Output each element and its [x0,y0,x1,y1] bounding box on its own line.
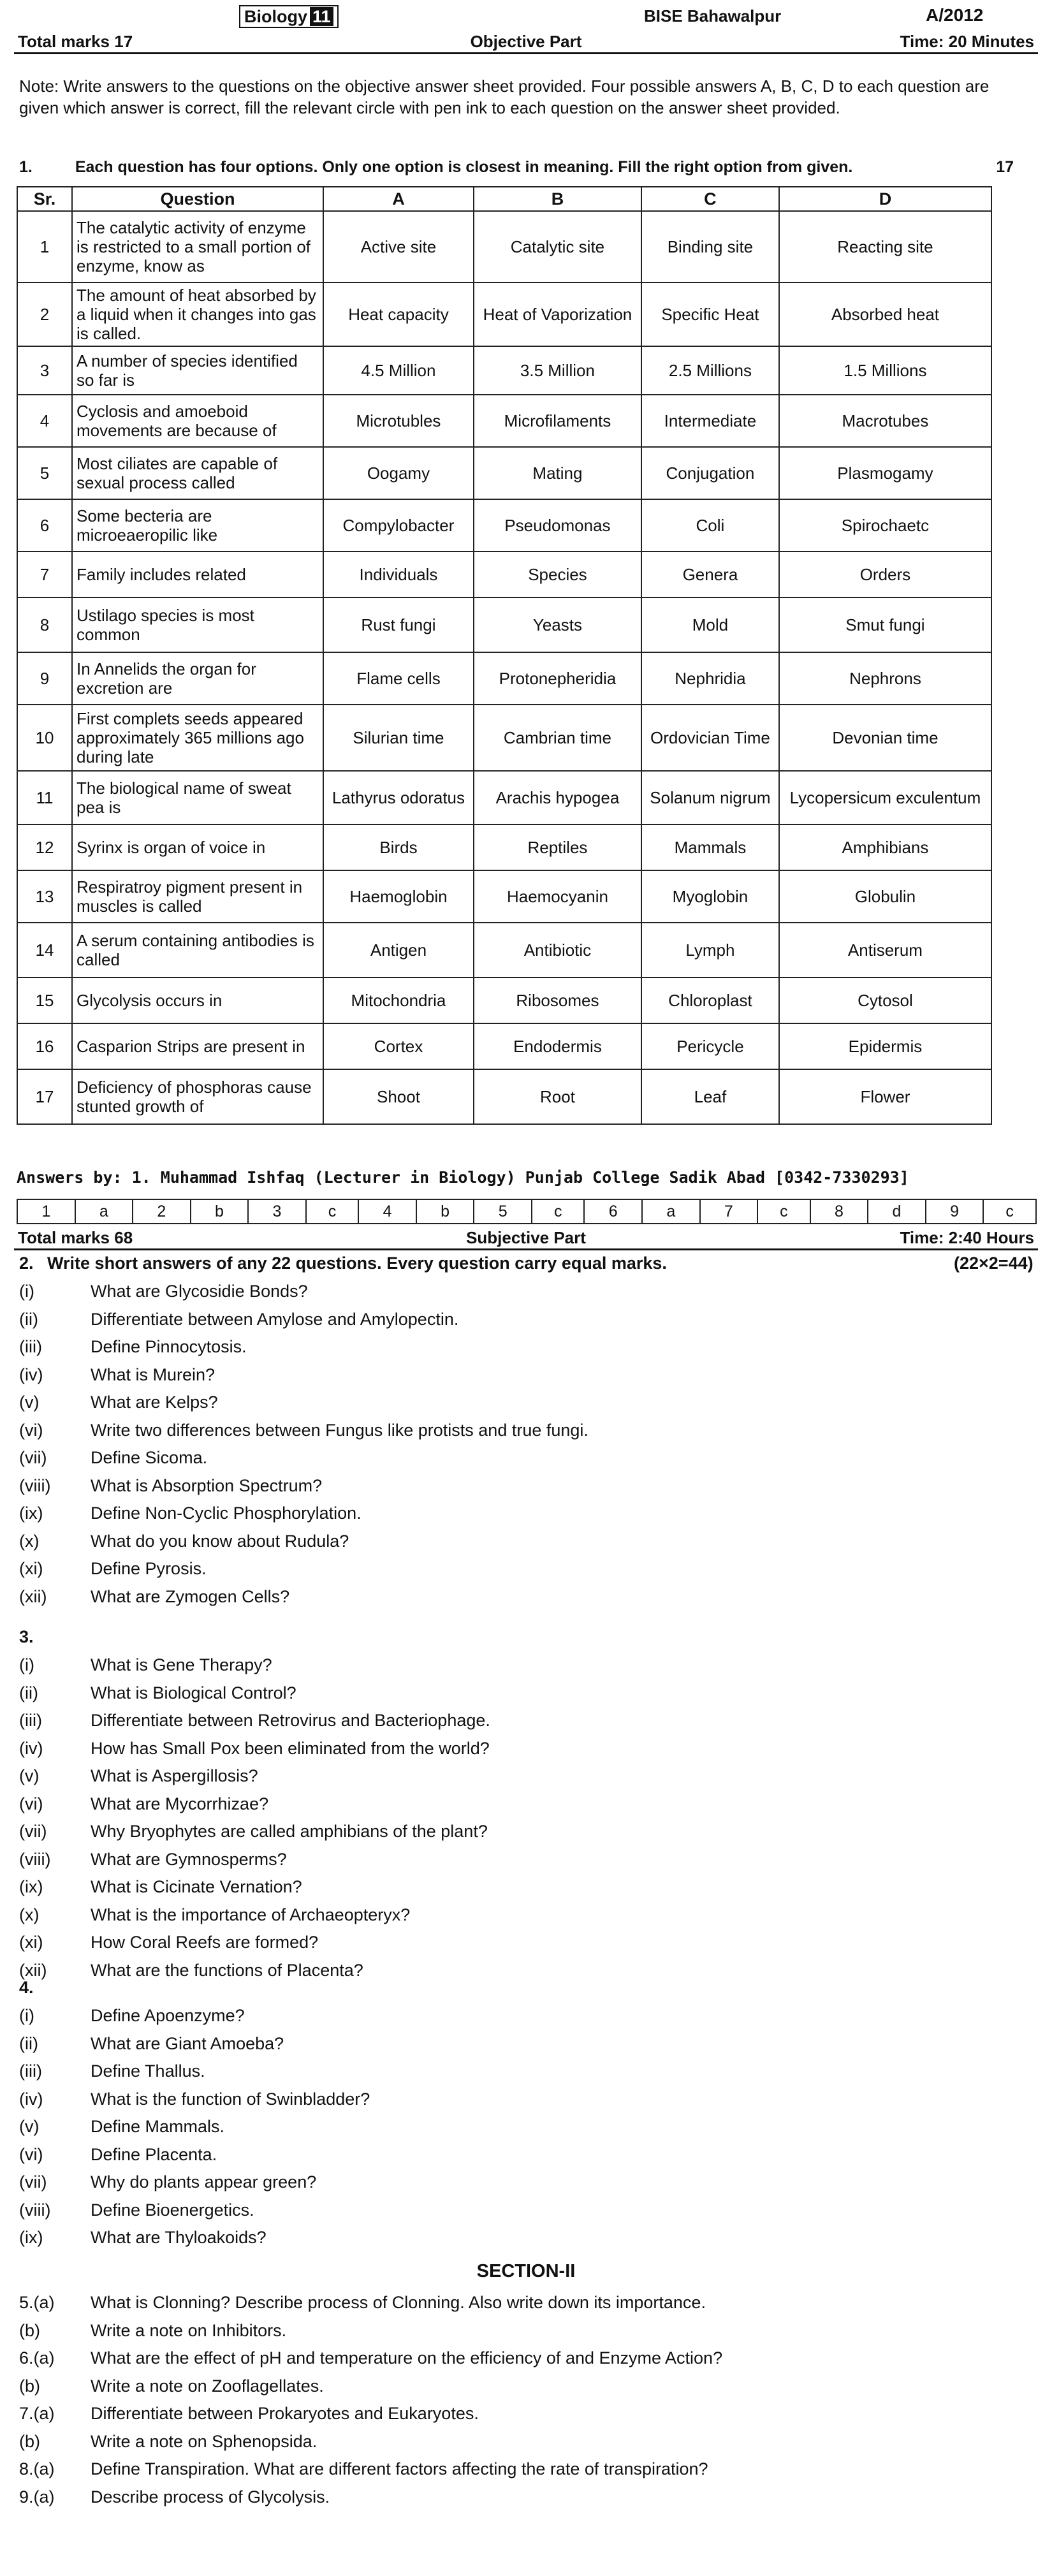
short-question-item [19,1846,1026,1873]
objective-table-header [17,187,991,211]
item-text: Write a note on Zooflagellates. [91,2376,324,2396]
short-question-item [19,2400,1026,2427]
column-header: D [779,187,991,211]
short-question-item [19,1472,1026,1499]
answer-key-letter: a [642,1199,700,1224]
question-number: 11 [17,771,72,824]
short-question-item [19,2030,1026,2057]
option-c: Lymph [641,923,779,977]
class-number: 11 [310,7,333,26]
option-c: Genera [641,552,779,597]
item-number: (viii) [19,2200,51,2220]
item-number: (ix) [19,2228,43,2247]
option-a: Heat capacity [323,282,474,346]
option-a: Flame cells [323,652,474,705]
item-text: What is the function of Swinbladder? [91,2089,370,2109]
option-b: Ribosomes [474,977,641,1023]
short-question-item [19,1583,1026,1610]
option-a: Silurian time [323,705,474,771]
question-number: 17 [17,1069,72,1124]
option-b: Cambrian time [474,705,641,771]
answer-key-number: 9 [926,1199,984,1224]
question-text: A number of species identified so far is [72,346,323,395]
item-number: (xii) [19,1586,47,1606]
option-c: Leaf [641,1069,779,1124]
item-text: Differentiate between Amylose and Amylopectin. [91,1309,459,1329]
answer-key-letter: b [191,1199,249,1224]
item-number: (b) [19,2376,40,2396]
item-number: (xi) [19,1559,43,1578]
question-text: Respiratroy pigment present in muscles is called [72,870,323,923]
item-text: How Coral Reefs are formed? [91,1933,319,1952]
question-4-heading [19,1978,34,1998]
question-row [17,597,991,652]
option-b: Arachis hypogea [474,771,641,824]
item-number: (v) [19,1393,40,1412]
question-number: 12 [17,824,72,870]
option-a: Birds [323,824,474,870]
item-text: Define Pinnocytosis. [91,1337,247,1356]
short-question-item [19,2197,1026,2223]
question-number: 16 [17,1023,72,1069]
question-row [17,923,991,977]
question-number: 6 [17,499,72,552]
item-text: What is Cicinate Vernation? [91,1877,302,1896]
item-number: (xi) [19,1933,43,1952]
option-d: Antiserum [779,923,991,977]
option-b: Mating [474,447,641,499]
option-b: Catalytic site [474,211,641,282]
answer-key-number: 3 [248,1199,306,1224]
question-number: 3 [17,346,72,395]
item-text: Write a note on Sphenopsida. [91,2431,318,2451]
subjective-title: Subjective Part [466,1228,586,1247]
option-c: Mold [641,597,779,652]
question-text: Casparion Strips are present in [72,1023,323,1069]
question-text: Ustilago species is most common [72,597,323,652]
objective-title: Objective Part [470,32,582,51]
option-a: Individuals [323,552,474,597]
question-row [17,652,991,705]
option-c: Ordovician Time [641,705,779,771]
option-b: Antibiotic [474,923,641,977]
question-1-instruction [19,158,1033,177]
option-a: Rust fungi [323,597,474,652]
question-2-marks: (22×2=44) [954,1254,1034,1273]
question-row [17,282,991,346]
item-number: (viii) [19,1849,51,1869]
column-header: B [474,187,641,211]
item-text: Write two differences between Fungus like protists and true fungi. [91,1420,588,1440]
option-c: Solanum nigrum [641,771,779,824]
short-question-item [19,1389,1026,1416]
question-row [17,1069,991,1124]
option-b: Heat of Vaporization [474,282,641,346]
option-c: Myoglobin [641,870,779,923]
question-text: Family includes related [72,552,323,597]
option-a: Active site [323,211,474,282]
short-question-item [19,2428,1026,2455]
item-number: (b) [19,2320,40,2340]
item-text: Define Mammals. [91,2117,225,2136]
column-header: A [323,187,474,211]
item-text: What are the effect of pH and temperature on the efficiency of and Enzyme Action? [91,2348,723,2367]
short-question-item [19,2484,1026,2510]
answer-key-number: 1 [17,1199,75,1224]
item-number: (i) [19,2006,34,2025]
option-b: Pseudomonas [474,499,641,552]
option-b: Microfilaments [474,395,641,447]
question-text: A serum containing antibodies is called [72,923,323,977]
item-text: Define Bioenergetics. [91,2200,254,2220]
short-question-item [19,1333,1026,1360]
short-question-item [19,2141,1026,2168]
item-text: What is Murein? [91,1365,216,1384]
short-question-item [19,1735,1026,1762]
option-c: Binding site [641,211,779,282]
short-question-item [19,1873,1026,1900]
option-b: Haemocyanin [474,870,641,923]
item-number: (iii) [19,2061,42,2081]
short-question-item [19,2345,1026,2371]
question-2-heading [19,1254,1034,1273]
answer-key-letter: c [306,1199,359,1224]
option-c: Pericycle [641,1023,779,1069]
item-number: (ii) [19,1683,38,1702]
item-text: What are Giant Amoeba? [91,2033,284,2053]
subject-name: Biology [244,7,307,26]
short-question-item [19,1555,1026,1582]
question-row [17,552,991,597]
question-4-number: 4. [19,1978,34,1997]
answer-key-table [17,1199,1037,1224]
item-text: What are Gymnosperms? [91,1849,287,1869]
exam-year: A/2012 [926,5,984,25]
item-number: (xii) [19,1960,47,1980]
answer-key-number: 4 [358,1199,416,1224]
question-2-instruction: Write short answers of any 22 questions. Every question carry equal marks. [47,1254,667,1273]
item-text: What are Thyloakoids? [91,2228,267,2247]
question-row [17,1023,991,1069]
column-header: C [641,187,779,211]
item-text: Why Bryophytes are called amphibians of the plant? [91,1822,488,1841]
short-question-item [19,2289,1026,2316]
question-text: Syrinx is organ of voice in [72,824,323,870]
short-question-item [19,1306,1026,1333]
question-text: Most ciliates are capable of sexual process called [72,447,323,499]
item-number: 7.(a) [19,2404,55,2423]
question-row [17,346,991,395]
question-number: 14 [17,923,72,977]
short-question-item [19,1444,1026,1471]
short-question-item [19,1790,1026,1817]
item-text: Why do plants appear green? [91,2172,317,2192]
answer-key-number: 5 [474,1199,532,1224]
question-number: 13 [17,870,72,923]
item-text: Define Thallus. [91,2061,205,2081]
short-question-item [19,1762,1026,1789]
question-text: Glycolysis occurs in [72,977,323,1023]
option-d: 1.5 Millions [779,346,991,395]
answer-key-letter: d [868,1199,926,1224]
item-number: (vii) [19,1448,47,1467]
question-number: 2 [17,282,72,346]
item-text: Define Apoenzyme? [91,2006,245,2025]
option-b: Yeasts [474,597,641,652]
item-number: (iv) [19,1365,43,1384]
answer-key-number: 7 [700,1199,758,1224]
question-number: 7 [17,552,72,597]
option-a: Haemoglobin [323,870,474,923]
short-question-item [19,1901,1026,1928]
objective-header [14,31,1038,54]
item-number: (vii) [19,1822,47,1841]
answer-key-letter: c [757,1199,810,1224]
objective-total-marks: Total marks 17 [18,32,133,51]
option-d: Amphibians [779,824,991,870]
item-text: What is Clonning? Describe process of Clonning. Also write down its importance. [91,2293,706,2312]
question-row [17,771,991,824]
item-number: (iii) [19,1337,42,1356]
option-a: Compylobacter [323,499,474,552]
question-row [17,395,991,447]
question-number: 8 [17,597,72,652]
subjective-time: Time: 2:40 Hours [900,1228,1034,1247]
item-number: (v) [19,2117,40,2136]
short-question-item [19,2455,1026,2482]
option-d: Smut fungi [779,597,991,652]
item-text: What is Gene Therapy? [91,1655,272,1674]
short-question-item [19,1651,1026,1678]
item-number: (iv) [19,1738,43,1758]
option-d: Epidermis [779,1023,991,1069]
option-d: Absorbed heat [779,282,991,346]
short-question-item [19,1929,1026,1956]
item-number: (viii) [19,1475,51,1495]
subject-label [239,5,339,28]
column-header: Question [72,187,323,211]
question-row [17,824,991,870]
item-number: (x) [19,1905,40,1924]
item-number: (vii) [19,2172,47,2192]
question-row [17,447,991,499]
option-d: Spirochaetc [779,499,991,552]
item-number: (x) [19,1531,40,1551]
objective-table [17,186,992,1125]
question-3-heading [19,1627,34,1647]
question-text: First complets seeds appeared approximately 365 millions ago during late [72,705,323,771]
answer-key-letter: c [532,1199,585,1224]
option-b: 3.5 Million [474,346,641,395]
short-question-item [19,2169,1026,2195]
section-2-title: SECTION-II [476,2261,576,2281]
question-row [17,499,991,552]
answers-by-credit: Answers by: 1. Muhammad Ishfaq (Lecturer in Biology) Punjab College Sadik Abad [0342-7330293] [17,1168,909,1187]
option-c: Intermediate [641,395,779,447]
item-number: (b) [19,2431,40,2451]
item-text: Describe process of Glycolysis. [91,2487,330,2506]
item-number: (ix) [19,1877,43,1896]
item-text: How has Small Pox been eliminated from the world? [91,1738,490,1758]
question-text: The biological name of sweat pea is [72,771,323,824]
short-question-item [19,2113,1026,2140]
item-number: (iv) [19,2089,43,2109]
option-a: Lathyrus odoratus [323,771,474,824]
answer-key-row [17,1199,1036,1224]
option-d: Devonian time [779,705,991,771]
option-a: Microtubles [323,395,474,447]
item-number: (i) [19,1655,34,1674]
answer-key-letter: c [983,1199,1036,1224]
question-number: 15 [17,977,72,1023]
option-d: Orders [779,552,991,597]
item-number: (vi) [19,1794,43,1813]
item-text: Define Placenta. [91,2144,217,2164]
item-number: 9.(a) [19,2487,55,2506]
question-1-text: Each question has four options. Only one option is closest in meaning. Fill the right option from given. [75,158,853,176]
short-question-item [19,1957,1026,1984]
question-number: 10 [17,705,72,771]
question-row [17,977,991,1023]
short-question-item [19,2086,1026,2112]
objective-time: Time: 20 Minutes [900,32,1034,51]
option-a: Shoot [323,1069,474,1124]
option-b: Root [474,1069,641,1124]
answer-key-letter: b [416,1199,474,1224]
option-c: Mammals [641,824,779,870]
instructions-note: Note: Write answers to the questions on the objective answer sheet provided. Four possible answers A, B, C, D to each question are given which answer is correct, fill the relevant circle with pen ink to each question on the answer sheet provided. [19,77,990,117]
item-text: What do you know about Rudula? [91,1531,349,1551]
question-number: 4 [17,395,72,447]
question-text: Deficiency of phosphoras cause stunted growth of [72,1069,323,1124]
item-text: What is Biological Control? [91,1683,296,1702]
option-c: Conjugation [641,447,779,499]
option-d: Cytosol [779,977,991,1023]
option-a: Mitochondria [323,977,474,1023]
short-question-item [19,1278,1026,1305]
option-b: Reptiles [474,824,641,870]
short-question-item [19,2317,1026,2344]
question-text: The catalytic activity of enzyme is restricted to a small portion of enzyme, know as [72,211,323,282]
question-row [17,705,991,771]
short-question-item [19,1680,1026,1706]
question-text: Cyclosis and amoeboid movements are because of [72,395,323,447]
question-text: Some becteria are microeaeropilic like [72,499,323,552]
option-b: Protonepheridia [474,652,641,705]
item-text: What are the functions of Placenta? [91,1960,363,1980]
question-number: 1 [17,211,72,282]
option-c: Chloroplast [641,977,779,1023]
option-c: Nephridia [641,652,779,705]
item-text: What are Mycorrhizae? [91,1794,269,1813]
item-text: Define Pyrosis. [91,1559,207,1578]
question-number: 5 [17,447,72,499]
option-a: 4.5 Million [323,346,474,395]
option-d: Macrotubes [779,395,991,447]
item-number: (i) [19,1282,34,1301]
question-2-number: 2. [19,1254,34,1273]
item-text: Write a note on Inhibitors. [91,2320,287,2340]
item-text: What are Zymogen Cells? [91,1586,290,1606]
item-number: (ii) [19,2033,38,2053]
option-b: Species [474,552,641,597]
question-text: The amount of heat absorbed by a liquid when it changes into gas is called. [72,282,323,346]
option-d: Plasmogamy [779,447,991,499]
short-question-item [19,1528,1026,1555]
item-text: Define Sicoma. [91,1448,208,1467]
question-row [17,211,991,282]
item-text: What are Kelps? [91,1393,218,1412]
option-c: Coli [641,499,779,552]
item-number: 5.(a) [19,2293,55,2312]
option-c: 2.5 Millions [641,346,779,395]
option-d: Nephrons [779,652,991,705]
item-text: Differentiate between Retrovirus and Bacteriophage. [91,1711,490,1730]
short-question-item [19,2373,1026,2399]
short-question-item [19,1707,1026,1734]
item-number: 6.(a) [19,2348,55,2367]
short-question-item [19,1417,1026,1444]
item-text: What is the importance of Archaeopteryx? [91,1905,411,1924]
item-number: (vi) [19,1420,43,1440]
item-text: Differentiate between Prokaryotes and Eukaryotes. [91,2404,479,2423]
item-number: 8.(a) [19,2459,55,2478]
item-number: (iii) [19,1711,42,1730]
short-question-item [19,1818,1026,1845]
option-b: Endodermis [474,1023,641,1069]
subjective-total-marks: Total marks 68 [18,1228,133,1247]
answer-key-letter: a [75,1199,133,1224]
answer-key-number: 2 [133,1199,191,1224]
short-question-item [19,1500,1026,1526]
subjective-header [14,1227,1038,1250]
item-number: (v) [19,1766,40,1785]
short-question-item [19,1361,1026,1388]
question-row [17,870,991,923]
short-question-item [19,2002,1026,2029]
question-1-number: 1. [19,158,33,176]
answer-key-number: 8 [810,1199,868,1224]
item-number: (ii) [19,1309,38,1329]
option-a: Cortex [323,1023,474,1069]
option-d: Lycopersicum exculentum [779,771,991,824]
option-a: Oogamy [323,447,474,499]
item-text: What is Absorption Spectrum? [91,1475,323,1495]
question-number: 9 [17,652,72,705]
option-d: Reacting site [779,211,991,282]
item-text: Define Transpiration. What are different factors affecting the rate of transpiration? [91,2459,708,2478]
item-text: Define Non-Cyclic Phosphorylation. [91,1504,362,1523]
item-number: (ix) [19,1504,43,1523]
option-d: Globulin [779,870,991,923]
answer-key-number: 6 [584,1199,642,1224]
item-text: What are Glycosidie Bonds? [91,1282,308,1301]
option-d: Flower [779,1069,991,1124]
column-header: Sr. [17,187,72,211]
question-1-marks: 17 [996,158,1014,176]
board-name: BISE Bahawalpur [644,6,782,26]
short-question-item [19,2058,1026,2084]
short-question-item [19,2224,1026,2251]
option-c: Specific Heat [641,282,779,346]
option-a: Antigen [323,923,474,977]
question-text: In Annelids the organ for excretion are [72,652,323,705]
item-number: (vi) [19,2144,43,2164]
question-3-number: 3. [19,1627,34,1646]
item-text: What is Aspergillosis? [91,1766,258,1785]
